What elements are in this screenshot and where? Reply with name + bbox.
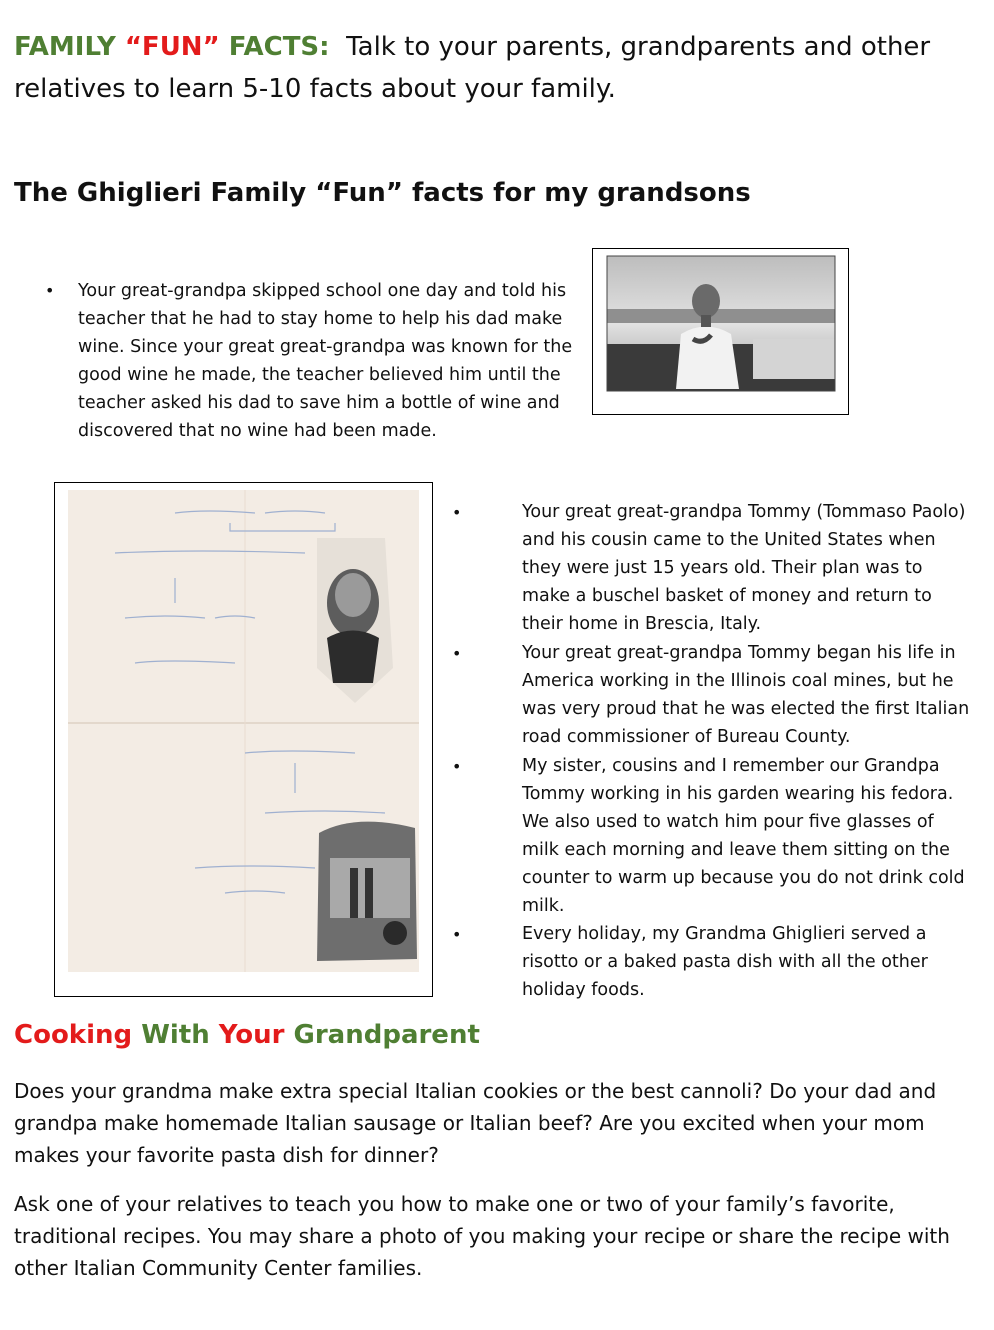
intro-label-facts: FACTS: — [219, 32, 330, 62]
cooking-word-4: Grandparent — [293, 1020, 480, 1050]
cooking-heading — [14, 1020, 480, 1050]
bullet-marker: • — [452, 644, 462, 663]
page-heading: The Ghiglieri Family “Fun” facts for my grandsons — [14, 178, 751, 208]
fact-item-2: Your great great-grandpa Tommy (Tommaso Paolo) and his cousin came to the United States when they were just 15 years old. Their plan was to make a buschel basket of money and return to their home in Brescia, Italy. — [522, 502, 966, 634]
fact-item-3: Your great great-grandpa Tommy began his life in America working in the Illinois coal mines, but he was very proud that he was elected the first Italian road commissioner of Bureau County. — [522, 643, 970, 747]
intro-paragraph — [14, 26, 974, 110]
photo-great-grandpa-image — [593, 249, 848, 414]
photo-family-tree — [54, 482, 433, 997]
cooking-paragraph-2: Ask one of your relatives to teach you how to make one or two of your family’s favorite, traditional recipes. You may share a photo of you making your recipe or share the recipe with other Italian Community Center families. — [14, 1192, 950, 1280]
fact-item-5: Every holiday, my Grandma Ghiglieri served a risotto or a baked pasta dish with all the other holiday foods. — [522, 924, 928, 1000]
photo-great-grandpa — [592, 248, 849, 415]
intro-text: Talk to your parents, grandparents and other relatives to learn 5-10 facts about your family. — [14, 32, 939, 104]
cooking-word-2: With — [141, 1020, 210, 1050]
bullet-marker: • — [452, 925, 462, 944]
intro-fun-word: “FUN” — [124, 32, 220, 62]
bullet-marker: • — [452, 503, 462, 522]
fact-item-1: Your great-grandpa skipped school one day and told his teacher that he had to stay home to help his dad make wine. Since your great great-grandpa was known for the good wine he made, the teacher believed him until the teacher asked his dad to save him a bottle of wine and discovered that no wine had been made. — [78, 281, 573, 441]
bullet-marker: • — [45, 281, 55, 300]
intro-label: FAMILY — [14, 32, 125, 62]
cooking-word-3: Your — [218, 1020, 285, 1050]
bullet-marker: • — [452, 757, 462, 776]
family-tree-image — [55, 483, 432, 996]
cooking-paragraph-1: Does your grandma make extra special Italian cookies or the best cannoli? Do your dad and grandpa make homemade Italian sausage or Italian beef? Are you excited when your mom makes your favorite pasta dish for dinner? — [14, 1079, 937, 1167]
cooking-word-1: Cooking — [14, 1020, 133, 1050]
fact-item-4: My sister, cousins and I remember our Grandpa Tommy working in his garden wearing his fedora. We also used to watch him pour five glasses of milk each morning and leave them sitting on the counter to warm up because you do not drink cold milk. — [522, 756, 965, 916]
